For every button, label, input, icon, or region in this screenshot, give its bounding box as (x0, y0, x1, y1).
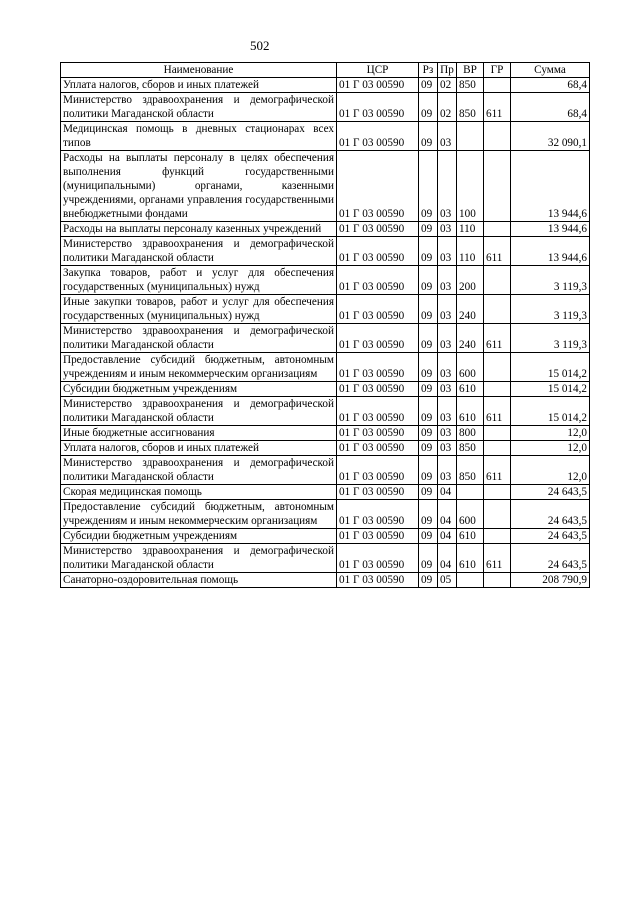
cell-sum: 3 119,3 (511, 266, 590, 295)
cell-vr (457, 122, 484, 151)
cell-name: Министерство здравоохранения и демографической политики Магаданской области (61, 324, 337, 353)
cell-csr: 01 Г 03 00590 (337, 222, 419, 237)
cell-rz: 09 (419, 500, 438, 529)
cell-gr: 611 (484, 544, 511, 573)
cell-csr: 01 Г 03 00590 (337, 237, 419, 266)
cell-pr: 04 (438, 544, 457, 573)
cell-gr (484, 529, 511, 544)
cell-name: Предоставление субсидий бюджетным, автономным учреждениям и иным некоммерческим организациям (61, 353, 337, 382)
table-row (61, 500, 590, 529)
table-row (61, 353, 590, 382)
cell-sum: 32 090,1 (511, 122, 590, 151)
cell-vr: 610 (457, 544, 484, 573)
cell-vr: 200 (457, 266, 484, 295)
cell-name: Иные бюджетные ассигнования (61, 426, 337, 441)
cell-gr: 611 (484, 397, 511, 426)
cell-gr: 611 (484, 237, 511, 266)
cell-name: Предоставление субсидий бюджетным, автономным учреждениям и иным некоммерческим организациям (61, 500, 337, 529)
cell-sum: 13 944,6 (511, 222, 590, 237)
cell-rz: 09 (419, 222, 438, 237)
cell-gr (484, 426, 511, 441)
cell-gr: 611 (484, 93, 511, 122)
cell-rz: 09 (419, 529, 438, 544)
cell-pr: 05 (438, 573, 457, 588)
cell-csr: 01 Г 03 00590 (337, 324, 419, 353)
cell-rz: 09 (419, 441, 438, 456)
table-row (61, 78, 590, 93)
cell-rz: 09 (419, 397, 438, 426)
column-header-csr: ЦСР (337, 63, 419, 78)
cell-vr: 610 (457, 382, 484, 397)
cell-vr: 800 (457, 426, 484, 441)
cell-csr: 01 Г 03 00590 (337, 93, 419, 122)
cell-rz: 09 (419, 382, 438, 397)
cell-sum: 3 119,3 (511, 324, 590, 353)
table-header-row (61, 63, 590, 78)
cell-gr (484, 382, 511, 397)
table-row (61, 573, 590, 588)
cell-pr: 03 (438, 324, 457, 353)
cell-vr: 240 (457, 324, 484, 353)
cell-rz: 09 (419, 573, 438, 588)
cell-csr: 01 Г 03 00590 (337, 122, 419, 151)
cell-name: Медицинская помощь в дневных стационарах всех типов (61, 122, 337, 151)
cell-csr: 01 Г 03 00590 (337, 529, 419, 544)
cell-vr: 110 (457, 222, 484, 237)
cell-gr: 611 (484, 324, 511, 353)
table-row (61, 544, 590, 573)
cell-gr (484, 266, 511, 295)
cell-rz: 09 (419, 353, 438, 382)
cell-pr: 02 (438, 78, 457, 93)
cell-name: Иные закупки товаров, работ и услуг для обеспечения государственных (муниципальных) нужд (61, 295, 337, 324)
table-row (61, 266, 590, 295)
cell-sum: 12,0 (511, 426, 590, 441)
column-header-rz: Рз (419, 63, 438, 78)
cell-pr: 04 (438, 500, 457, 529)
cell-sum: 24 643,5 (511, 485, 590, 500)
cell-pr: 03 (438, 441, 457, 456)
cell-pr: 03 (438, 397, 457, 426)
cell-pr: 03 (438, 456, 457, 485)
cell-pr: 03 (438, 295, 457, 324)
cell-gr (484, 122, 511, 151)
cell-sum: 15 014,2 (511, 353, 590, 382)
cell-vr: 610 (457, 529, 484, 544)
table-row (61, 237, 590, 266)
cell-rz: 09 (419, 78, 438, 93)
cell-csr: 01 Г 03 00590 (337, 266, 419, 295)
cell-pr: 04 (438, 529, 457, 544)
cell-vr: 850 (457, 456, 484, 485)
column-header-sum: Сумма (511, 63, 590, 78)
cell-gr (484, 295, 511, 324)
table-row (61, 441, 590, 456)
cell-rz: 09 (419, 93, 438, 122)
cell-sum: 68,4 (511, 78, 590, 93)
cell-csr: 01 Г 03 00590 (337, 441, 419, 456)
cell-pr: 03 (438, 382, 457, 397)
table-row (61, 426, 590, 441)
table-row (61, 122, 590, 151)
cell-gr (484, 78, 511, 93)
cell-csr: 01 Г 03 00590 (337, 544, 419, 573)
cell-vr: 110 (457, 237, 484, 266)
cell-rz: 09 (419, 324, 438, 353)
cell-pr: 03 (438, 426, 457, 441)
cell-gr (484, 485, 511, 500)
cell-pr: 03 (438, 353, 457, 382)
cell-rz: 09 (419, 237, 438, 266)
cell-vr: 610 (457, 397, 484, 426)
cell-sum: 13 944,6 (511, 237, 590, 266)
cell-sum: 12,0 (511, 456, 590, 485)
cell-rz: 09 (419, 544, 438, 573)
cell-gr: 611 (484, 456, 511, 485)
cell-vr (457, 485, 484, 500)
cell-rz: 09 (419, 122, 438, 151)
cell-csr: 01 Г 03 00590 (337, 353, 419, 382)
cell-sum: 15 014,2 (511, 382, 590, 397)
cell-sum: 24 643,5 (511, 529, 590, 544)
cell-csr: 01 Г 03 00590 (337, 295, 419, 324)
cell-rz: 09 (419, 456, 438, 485)
column-header-gr: ГР (484, 63, 511, 78)
cell-rz: 09 (419, 266, 438, 295)
cell-name: Санаторно-оздоровительная помощь (61, 573, 337, 588)
cell-vr: 600 (457, 353, 484, 382)
cell-csr: 01 Г 03 00590 (337, 78, 419, 93)
table-row (61, 529, 590, 544)
cell-pr: 03 (438, 266, 457, 295)
cell-pr: 04 (438, 485, 457, 500)
cell-gr (484, 573, 511, 588)
table-row (61, 382, 590, 397)
cell-name: Министерство здравоохранения и демографической политики Магаданской области (61, 237, 337, 266)
cell-sum: 208 790,9 (511, 573, 590, 588)
cell-csr: 01 Г 03 00590 (337, 573, 419, 588)
cell-name: Расходы на выплаты персоналу казенных учреждений (61, 222, 337, 237)
cell-name: Субсидии бюджетным учреждениям (61, 529, 337, 544)
cell-vr: 850 (457, 78, 484, 93)
cell-gr (484, 222, 511, 237)
cell-sum: 24 643,5 (511, 500, 590, 529)
cell-vr: 850 (457, 441, 484, 456)
cell-csr: 01 Г 03 00590 (337, 456, 419, 485)
table-row (61, 222, 590, 237)
cell-gr (484, 353, 511, 382)
table-row (61, 397, 590, 426)
cell-csr: 01 Г 03 00590 (337, 382, 419, 397)
cell-name: Субсидии бюджетным учреждениям (61, 382, 337, 397)
cell-rz: 09 (419, 151, 438, 222)
cell-vr: 850 (457, 93, 484, 122)
cell-rz: 09 (419, 485, 438, 500)
cell-rz: 09 (419, 295, 438, 324)
column-header-name: Наименование (61, 63, 337, 78)
cell-gr (484, 441, 511, 456)
column-header-vr: ВР (457, 63, 484, 78)
column-header-pr: Пр (438, 63, 457, 78)
cell-name: Уплата налогов, сборов и иных платежей (61, 78, 337, 93)
cell-csr: 01 Г 03 00590 (337, 397, 419, 426)
cell-name: Уплата налогов, сборов и иных платежей (61, 441, 337, 456)
table-row (61, 485, 590, 500)
cell-gr (484, 151, 511, 222)
cell-vr: 100 (457, 151, 484, 222)
cell-pr: 02 (438, 93, 457, 122)
table-row (61, 324, 590, 353)
budget-table (60, 62, 590, 588)
table-row (61, 295, 590, 324)
page-number: 502 (250, 38, 270, 53)
cell-name: Закупка товаров, работ и услуг для обеспечения государственных (муниципальных) нужд (61, 266, 337, 295)
cell-rz: 09 (419, 426, 438, 441)
cell-name: Министерство здравоохранения и демографической политики Магаданской области (61, 397, 337, 426)
cell-sum: 13 944,6 (511, 151, 590, 222)
cell-sum: 68,4 (511, 93, 590, 122)
cell-vr: 240 (457, 295, 484, 324)
cell-csr: 01 Г 03 00590 (337, 426, 419, 441)
cell-sum: 3 119,3 (511, 295, 590, 324)
cell-name: Министерство здравоохранения и демографической политики Магаданской области (61, 456, 337, 485)
cell-sum: 15 014,2 (511, 397, 590, 426)
cell-gr (484, 500, 511, 529)
cell-name: Министерство здравоохранения и демографической политики Магаданской области (61, 544, 337, 573)
cell-pr: 03 (438, 222, 457, 237)
cell-csr: 01 Г 03 00590 (337, 485, 419, 500)
cell-csr: 01 Г 03 00590 (337, 500, 419, 529)
table-row (61, 93, 590, 122)
cell-vr (457, 573, 484, 588)
cell-sum: 12,0 (511, 441, 590, 456)
table-row (61, 456, 590, 485)
cell-name: Министерство здравоохранения и демографической политики Магаданской области (61, 93, 337, 122)
cell-csr: 01 Г 03 00590 (337, 151, 419, 222)
cell-name: Расходы на выплаты персоналу в целях обеспечения выполнения функций государственными (муниципальными) органами, казенными учреждениями, органами управления государственными внебюджетными фондами (61, 151, 337, 222)
cell-name: Скорая медицинская помощь (61, 485, 337, 500)
cell-vr: 600 (457, 500, 484, 529)
cell-pr: 03 (438, 237, 457, 266)
table-row (61, 151, 590, 222)
cell-sum: 24 643,5 (511, 544, 590, 573)
cell-pr: 03 (438, 151, 457, 222)
cell-pr: 03 (438, 122, 457, 151)
